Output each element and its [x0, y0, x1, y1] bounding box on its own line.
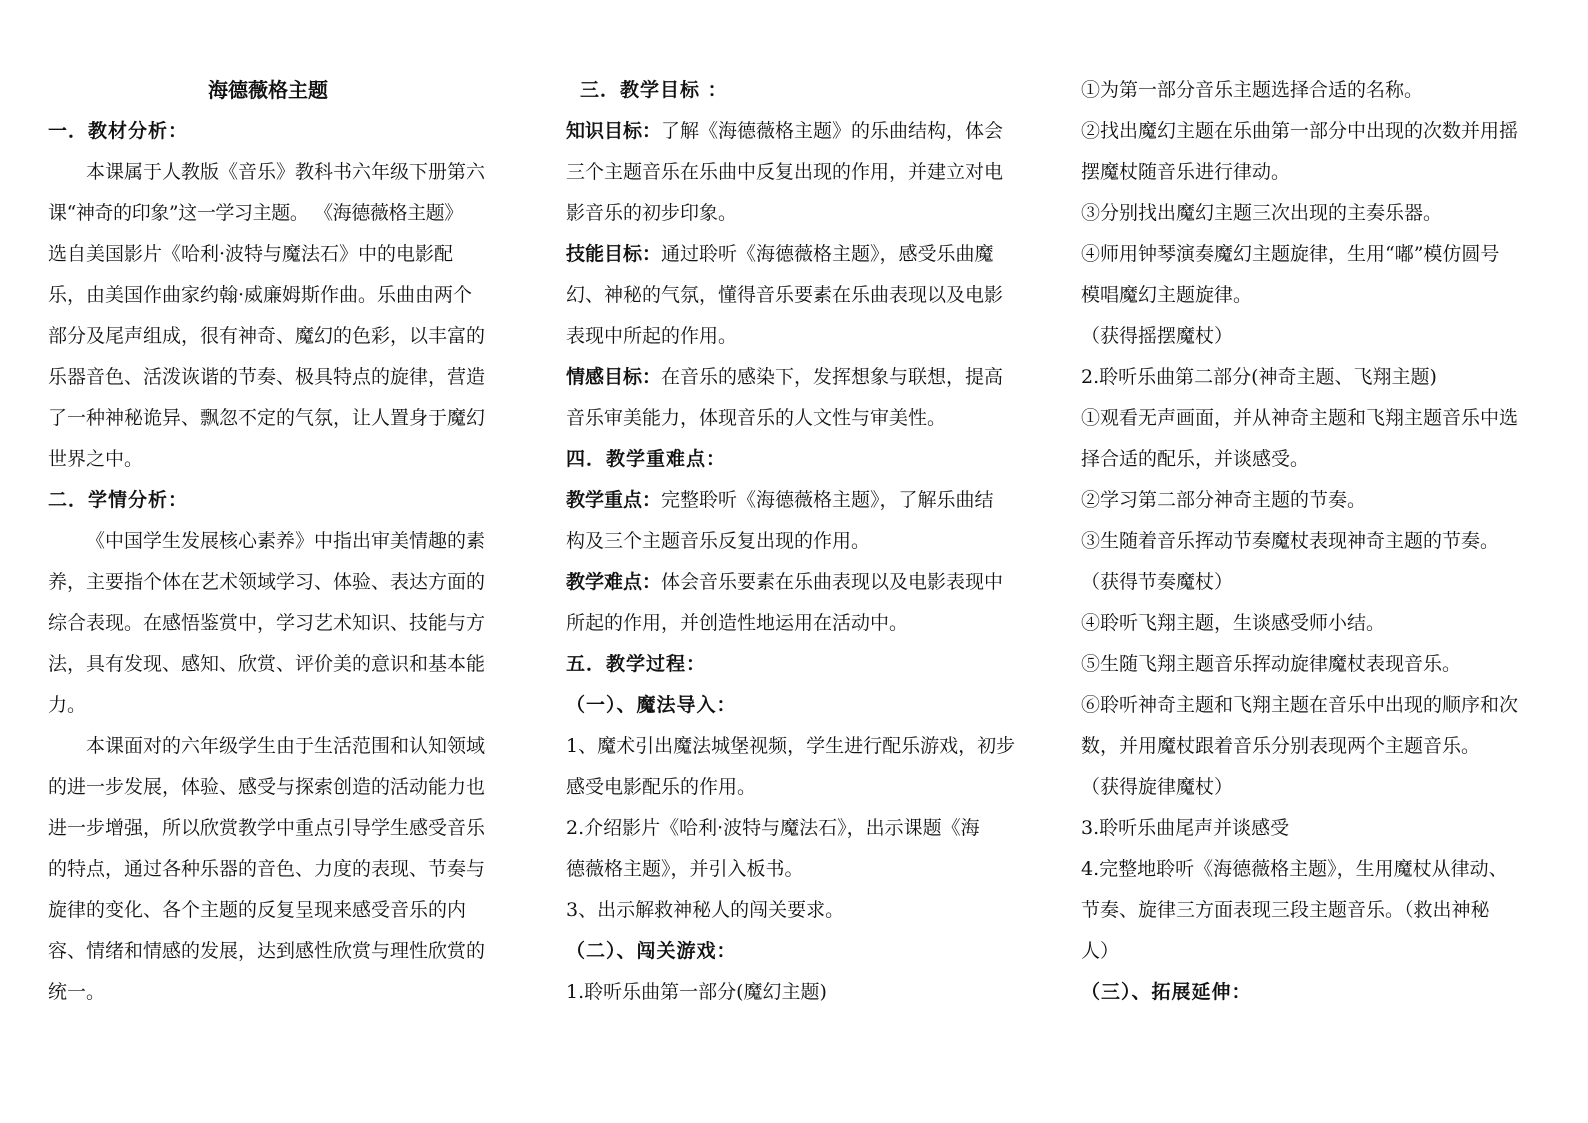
paragraph-line: 了一种神秘诡异、飘忽不定的气氛，让人置身于魔幻 — [48, 407, 486, 429]
paragraph-line: 择合适的配乐，并谈感受。 — [1081, 448, 1310, 470]
paragraph-line: ②学习第二部分神奇主题的节奏。 — [1081, 489, 1367, 511]
paragraph-line: 力。 — [48, 694, 87, 716]
paragraph-line: 三个主题音乐在乐曲中反复出现的作用，并建立对电 — [566, 161, 1004, 183]
key-point-label: 教学重点： — [566, 489, 662, 511]
paragraph-line: 摆魔杖随音乐进行律动。 — [1081, 161, 1291, 183]
paragraph-line: 模唱魔幻主题旋律。 — [1081, 284, 1253, 306]
subheading-level-game: （二）、闯关游戏： — [566, 940, 737, 962]
paragraph-line: 所起的作用，并创造性地运用在活动中。 — [566, 612, 909, 634]
paragraph-line: ⑥聆听神奇主题和飞翔主题在音乐中出现的顺序和次 — [1081, 694, 1519, 716]
skill-goal-label: 技能目标： — [566, 243, 662, 265]
goal-line-emotion — [566, 357, 1004, 398]
paragraph-line: 2.介绍影片《哈利·波特与魔法石》，出示课题《海 — [566, 817, 980, 839]
paragraph-line: 本课属于人教版《音乐》教科书六年级下册第六 — [86, 161, 486, 183]
section-heading-teaching-process: 五．教学过程： — [566, 653, 707, 675]
key-point-text: 完整聆听《海德薇格主题》，了解乐曲结 — [661, 489, 994, 511]
paragraph-line: 综合表现。在感悟鉴赏中，学习艺术知识、技能与方 — [48, 612, 486, 634]
paragraph-line: （获得节奏魔杖） — [1081, 571, 1234, 593]
right-column — [1081, 70, 1529, 1013]
paragraph-line: 的进一步发展，体验、感受与探索创造的活动能力也 — [48, 776, 486, 798]
goal-line-knowledge — [566, 111, 1004, 152]
paragraph-line: ③分别找出魔幻主题三次出现的主奏乐器。 — [1081, 202, 1443, 224]
section-heading-teaching-goals: 三．教学目标 ： — [580, 79, 728, 101]
difficult-point-line — [566, 562, 1004, 603]
paragraph-line: 1、魔术引出魔法城堡视频，学生进行配乐游戏，初步 — [566, 735, 1016, 757]
paragraph-line: 世界之中。 — [48, 448, 144, 470]
emotion-goal-label: 情感目标： — [566, 366, 662, 388]
knowledge-goal-text: 了解《海德薇格主题》的乐曲结构，体会 — [661, 120, 1004, 142]
difficult-point-label: 教学难点： — [566, 571, 662, 593]
paragraph-line: 数，并用魔杖跟着音乐分别表现两个主题音乐。 — [1081, 735, 1481, 757]
paragraph-line: 4.完整地聆听《海德薇格主题》，生用魔杖从律动、 — [1081, 858, 1508, 880]
section-heading-student-analysis: 二．学情分析： — [48, 489, 189, 511]
paragraph-line: 德薇格主题》，并引入板书。 — [566, 858, 804, 880]
paragraph-line: 选自美国影片《哈利·波特与魔法石》中的电影配 — [48, 243, 454, 265]
subheading-extension: （三）、拓展延伸： — [1081, 981, 1252, 1003]
paragraph-line: （获得摇摆魔杖） — [1081, 325, 1234, 347]
paragraph-line: 表现中所起的作用。 — [566, 325, 738, 347]
paragraph-line: 幻、神秘的气氛，懂得音乐要素在乐曲表现以及电影 — [566, 284, 1004, 306]
paragraph-line: 影音乐的初步印象。 — [566, 202, 738, 224]
paragraph-line: ②找出魔幻主题在乐曲第一部分中出现的次数并用摇 — [1081, 120, 1519, 142]
paragraph-line: ④聆听飞翔主题，生谈感受师小结。 — [1081, 612, 1386, 634]
paragraph-line: 课“神奇的印象”这一学习主题。 《海德薇格主题》 — [48, 202, 463, 224]
goal-line-skill — [566, 234, 998, 275]
paragraph-line: 《中国学生发展核心素养》中指出审美情趣的素 — [86, 530, 486, 552]
skill-goal-text: 通过聆听《海德薇格主题》，感受乐曲魔 — [661, 243, 994, 265]
paragraph-line: 3、出示解救神秘人的闯关要求。 — [566, 899, 845, 921]
paragraph-line: 统一。 — [48, 981, 106, 1003]
paragraph-line: ③生随着音乐挥动节奏魔杖表现神奇主题的节奏。 — [1081, 530, 1500, 552]
section-heading-key-difficult-points: 四．教学重难点： — [566, 448, 727, 470]
paragraph-line: 感受电影配乐的作用。 — [566, 776, 757, 798]
document-title: 海德薇格主题 — [208, 78, 328, 102]
paragraph-line: 人） — [1081, 940, 1120, 962]
paragraph-line: 乐，由美国作曲家约翰·威廉姆斯作曲。乐曲由两个 — [48, 284, 473, 306]
paragraph-line: 乐器音色、活泼诙谐的节奏、极具特点的旋律，营造 — [48, 366, 486, 388]
section-heading-material-analysis: 一．教材分析： — [48, 120, 189, 142]
paragraph-line: 1.聆听乐曲第一部分(魔幻主题) — [566, 981, 827, 1003]
paragraph-line: 节奏、旋律三方面表现三段主题音乐。（救出神秘 — [1081, 899, 1490, 921]
knowledge-goal-label: 知识目标： — [566, 120, 662, 142]
paragraph-line: （获得旋律魔杖） — [1081, 776, 1234, 798]
emotion-goal-text: 在音乐的感染下，发挥想象与联想，提高 — [661, 366, 1004, 388]
paragraph-line: 进一步增强，所以欣赏教学中重点引导学生感受音乐 — [48, 817, 486, 839]
paragraph-line: ①观看无声画面，并从神奇主题和飞翔主题音乐中选 — [1081, 407, 1519, 429]
middle-column — [566, 70, 1016, 1013]
paragraph-line: ⑤生随飞翔主题音乐挥动旋律魔杖表现音乐。 — [1081, 653, 1462, 675]
difficult-point-text: 体会音乐要素在乐曲表现以及电影表现中 — [661, 571, 1004, 593]
key-point-line — [566, 480, 998, 521]
paragraph-line: ①为第一部分音乐主题选择合适的名称。 — [1081, 79, 1424, 101]
paragraph-line: 养，主要指个体在艺术领域学习、体验、表达方面的 — [48, 571, 486, 593]
paragraph-line: 容、情绪和情感的发展，达到感性欣赏与理性欣赏的 — [48, 940, 486, 962]
paragraph-line: 旋律的变化、各个主题的反复呈现来感受音乐的内 — [48, 899, 467, 921]
paragraph-line: 的特点，通过各种乐器的音色、力度的表现、节奏与 — [48, 858, 486, 880]
subheading-magic-intro: （一）、魔法导入： — [566, 694, 737, 716]
left-column — [48, 70, 488, 1013]
paragraph-line: 3.聆听乐曲尾声并谈感受 — [1081, 817, 1290, 839]
paragraph-line: ④师用钟琴演奏魔幻主题旋律，生用“嘟”模仿圆号 — [1081, 243, 1500, 265]
paragraph-line: 构及三个主题音乐反复出现的作用。 — [566, 530, 871, 552]
paragraph-line: 音乐审美能力，体现音乐的人文性与审美性。 — [566, 407, 947, 429]
paragraph-line: 部分及尾声组成，很有神奇、魔幻的色彩，以丰富的 — [48, 325, 486, 347]
paragraph-line: 法，具有发现、感知、欣赏、评价美的意识和基本能 — [48, 653, 486, 675]
paragraph-line: 本课面对的六年级学生由于生活范围和认知领域 — [86, 735, 486, 757]
paragraph-line: 2.聆听乐曲第二部分(神奇主题、飞翔主题) — [1081, 366, 1437, 388]
